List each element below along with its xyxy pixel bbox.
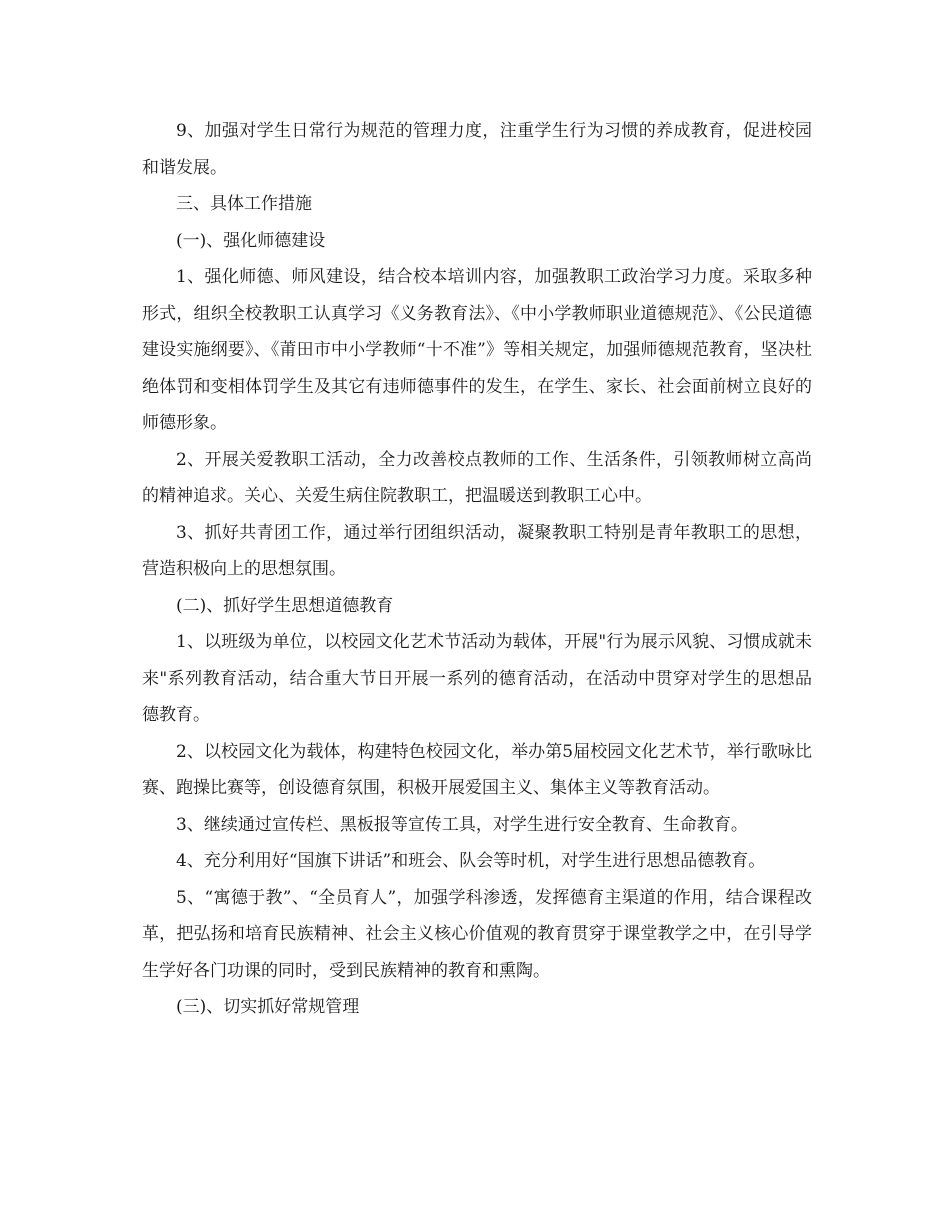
- subsection-heading-teacher-ethics: (一)、强化师德建设: [176, 230, 326, 251]
- subsection-heading-moral-education: (二)、抓好学生思想道德教育: [176, 595, 394, 616]
- paragraph-moral-3: 3、继续通过宣传栏、黑板报等宣传工具，对学生进行安全教育、生命教育。: [176, 814, 748, 835]
- section-heading-measures: 三、具体工作措施: [176, 194, 312, 214]
- paragraph-moral-4: 4、充分利用好“国旗下讲话”和班会、队会等时机，对学生进行思想品德教育。: [176, 851, 766, 871]
- paragraph-ethics-1: 1、强化师德、师风建设，结合校本培训内容，加强教职工政治学习力度。采取多种形式，组织全校教职工认真学习《义务教育法》、《中小学教师职业道德规范》、《公民道德建设实施纲要》、《莆田市中小学教师“十不准”》等相关规定，加强师德规范教育，坚决杜绝体罚和变相体罚学生及其它有违师德事件的发生，在学生、家长、社会面前树立良好的师德形象。: [142, 267, 812, 433]
- paragraph-moral-5: 5、“寓德于教”、“全员育人”，加强学科渗透，发挥德育主渠道的作用，结合课程改革，把弘扬和培育民族精神、社会主义核心价值观的教育贯穿于课堂教学之中，在引导学生学好各门功课的同时，受到民族精神的教育和熏陶。: [142, 887, 812, 981]
- paragraph-moral-2: 2、以校园文化为载体，构建特色校园文化，举办第5届校园文化艺术节，举行歌咏比赛、跑操比赛等，创设德育氛围，积极开展爱国主义、集体主义等教育活动。: [142, 741, 812, 798]
- paragraph-ethics-3: 3、抓好共青团工作，通过举行团组织活动，凝聚教职工特别是青年教职工的思想，营造积极向上的思想氛围。: [142, 522, 812, 579]
- paragraph-moral-1: 1、以班级为单位，以校园文化艺术节活动为载体，开展"行为展示风貌、习惯成就未来"系列教育活动，结合重大节日开展一系列的德育活动，在活动中贯穿对学生的思想品德教育。: [142, 632, 812, 725]
- paragraph-ethics-2: 2、开展关爱教职工活动，全力改善校点教师的工作、生活条件，引领教师树立高尚的精神追求。关心、关爱生病住院教职工，把温暖送到教职工心中。: [142, 449, 812, 506]
- paragraph-item-9: 9、加强对学生日常行为规范的管理力度，注重学生行为习惯的养成教育，促进校园和谐发展。: [142, 121, 812, 178]
- document-body: [142, 113, 812, 1026]
- subsection-heading-routine-management: (三)、切实抓好常规管理: [176, 997, 360, 1017]
